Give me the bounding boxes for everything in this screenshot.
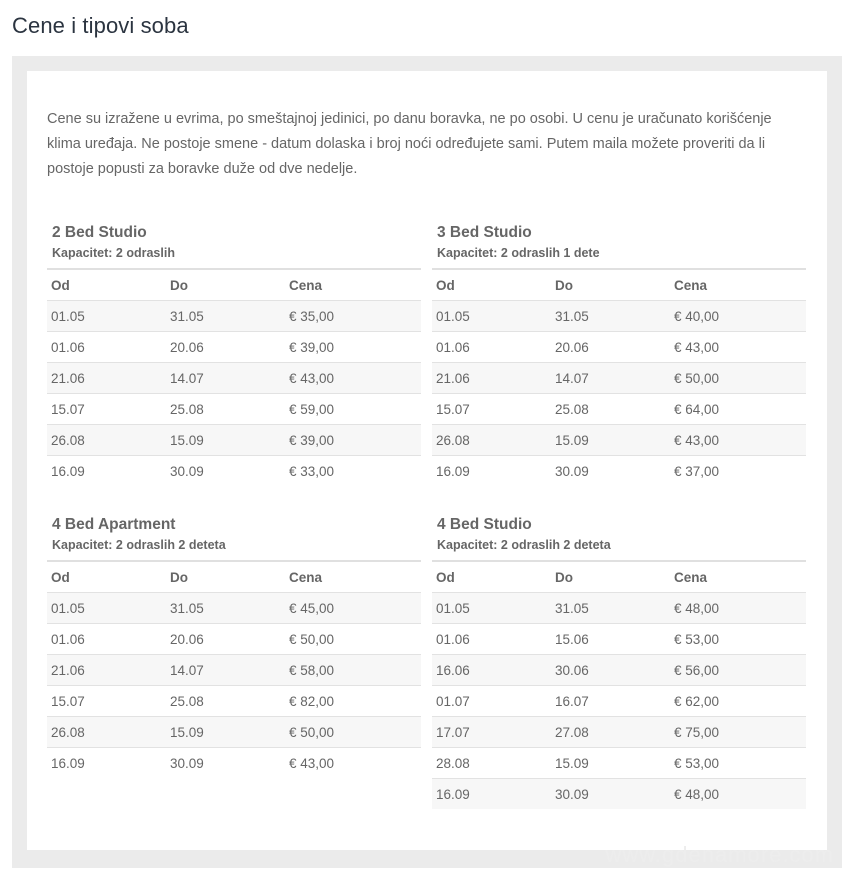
- room-capacity: Kapacitet: 2 odraslih: [52, 246, 175, 260]
- room-block: [432, 515, 806, 809]
- table-row: [47, 332, 421, 363]
- cell-to-date: 15.09: [551, 748, 670, 779]
- cell-price: € 37,00: [670, 456, 806, 487]
- cell-price: € 53,00: [670, 748, 806, 779]
- cell-from-date: 21.06: [432, 363, 551, 394]
- cell-from-date: 01.06: [47, 624, 166, 655]
- cell-price: € 35,00: [285, 301, 421, 332]
- cell-price: € 43,00: [670, 425, 806, 456]
- room-block: [47, 223, 421, 486]
- cell-from-date: 26.08: [47, 425, 166, 456]
- cell-from-date: 01.05: [432, 593, 551, 624]
- table-row: [47, 425, 421, 456]
- table-header-row: [47, 561, 421, 593]
- table-row: [432, 779, 806, 810]
- table-row: [47, 394, 421, 425]
- cell-price: € 48,00: [670, 779, 806, 810]
- cell-price: € 45,00: [285, 593, 421, 624]
- page-title: Cene i tipovi soba: [12, 13, 189, 38]
- cell-to-date: 31.05: [166, 593, 285, 624]
- cell-to-date: 20.06: [166, 624, 285, 655]
- column-header-to: Do: [551, 269, 670, 301]
- cell-price: € 43,00: [670, 332, 806, 363]
- room-block: [432, 223, 806, 486]
- cell-price: € 62,00: [670, 686, 806, 717]
- cell-to-date: 27.08: [551, 717, 670, 748]
- cell-price: € 43,00: [285, 748, 421, 779]
- cell-to-date: 31.05: [551, 593, 670, 624]
- cell-price: € 39,00: [285, 425, 421, 456]
- table-row: [432, 425, 806, 456]
- cell-to-date: 16.07: [551, 686, 670, 717]
- cell-from-date: 21.06: [47, 655, 166, 686]
- column-header-price: Cena: [670, 269, 806, 301]
- column-header-to: Do: [166, 561, 285, 593]
- cell-to-date: 25.08: [166, 686, 285, 717]
- cell-price: € 58,00: [285, 655, 421, 686]
- cell-from-date: 01.05: [47, 301, 166, 332]
- room-title: 4 Bed Apartment: [52, 516, 176, 533]
- table-row: [432, 717, 806, 748]
- cell-price: € 64,00: [670, 394, 806, 425]
- cell-to-date: 30.09: [551, 779, 670, 810]
- table-row: [432, 593, 806, 624]
- table-row: [47, 748, 421, 779]
- cell-from-date: 01.06: [432, 332, 551, 363]
- table-header-row: [47, 269, 421, 301]
- column-header-price: Cena: [285, 561, 421, 593]
- cell-from-date: 01.06: [47, 332, 166, 363]
- cell-to-date: 30.06: [551, 655, 670, 686]
- cell-price: € 50,00: [285, 624, 421, 655]
- cell-price: € 33,00: [285, 456, 421, 487]
- cell-price: € 82,00: [285, 686, 421, 717]
- room-capacity: Kapacitet: 2 odraslih 2 deteta: [437, 538, 611, 552]
- intro-text: Cene su izražene u evrima, po smeštajnoj jedinici, po danu boravka, ne po osobi. U cenu je uračunato korišćenje klima uređaja. Ne postoje smene - datum dolaska i broj noći određujete sami. Putem maila možete proveriti da li postoje popusti za boravke duže od dve nedelje.: [47, 111, 772, 177]
- table-row: [432, 456, 806, 487]
- cell-price: € 43,00: [285, 363, 421, 394]
- table-row: [432, 624, 806, 655]
- cell-to-date: 14.07: [166, 655, 285, 686]
- table-header-row: [432, 561, 806, 593]
- column-header-to: Do: [166, 269, 285, 301]
- room-block: [47, 515, 421, 778]
- cell-from-date: 17.07: [432, 717, 551, 748]
- cell-from-date: 15.07: [47, 394, 166, 425]
- cell-to-date: 15.09: [166, 425, 285, 456]
- cell-to-date: 15.09: [551, 425, 670, 456]
- cell-from-date: 01.07: [432, 686, 551, 717]
- table-row: [47, 655, 421, 686]
- cell-from-date: 16.09: [432, 456, 551, 487]
- cell-price: € 59,00: [285, 394, 421, 425]
- price-table: [432, 560, 806, 809]
- room-title: 2 Bed Studio: [52, 224, 147, 241]
- cell-price: € 50,00: [285, 717, 421, 748]
- cell-price: € 75,00: [670, 717, 806, 748]
- cell-from-date: 16.09: [47, 748, 166, 779]
- table-row: [47, 686, 421, 717]
- table-row: [432, 686, 806, 717]
- cell-from-date: 26.08: [432, 425, 551, 456]
- cell-to-date: 25.08: [166, 394, 285, 425]
- cell-to-date: 20.06: [551, 332, 670, 363]
- price-table: [47, 268, 421, 486]
- table-row: [432, 394, 806, 425]
- cell-from-date: 16.09: [432, 779, 551, 810]
- room-capacity: Kapacitet: 2 odraslih 2 deteta: [52, 538, 226, 552]
- cell-from-date: 28.08: [432, 748, 551, 779]
- table-row: [432, 301, 806, 332]
- column-header-from: Od: [47, 561, 166, 593]
- room-title: 3 Bed Studio: [437, 224, 532, 241]
- cell-to-date: 14.07: [551, 363, 670, 394]
- cell-from-date: 01.05: [47, 593, 166, 624]
- table-row: [47, 593, 421, 624]
- room-capacity: Kapacitet: 2 odraslih 1 dete: [437, 246, 600, 260]
- column-header-from: Od: [432, 269, 551, 301]
- table-row: [432, 363, 806, 394]
- cell-price: € 39,00: [285, 332, 421, 363]
- cell-price: € 50,00: [670, 363, 806, 394]
- table-row: [432, 748, 806, 779]
- cell-from-date: 16.06: [432, 655, 551, 686]
- cell-to-date: 30.09: [166, 748, 285, 779]
- cell-to-date: 31.05: [551, 301, 670, 332]
- price-table: [432, 268, 806, 486]
- column-header-from: Od: [47, 269, 166, 301]
- cell-from-date: 16.09: [47, 456, 166, 487]
- price-table: [47, 560, 421, 778]
- cell-to-date: 25.08: [551, 394, 670, 425]
- cell-from-date: 26.08: [47, 717, 166, 748]
- cell-to-date: 30.09: [551, 456, 670, 487]
- table-row: [47, 717, 421, 748]
- table-row: [432, 655, 806, 686]
- cell-price: € 48,00: [670, 593, 806, 624]
- column-header-price: Cena: [285, 269, 421, 301]
- table-row: [47, 456, 421, 487]
- table-row: [47, 363, 421, 394]
- cell-to-date: 15.09: [166, 717, 285, 748]
- cell-from-date: 01.06: [432, 624, 551, 655]
- cell-price: € 53,00: [670, 624, 806, 655]
- column-header-from: Od: [432, 561, 551, 593]
- column-header-to: Do: [551, 561, 670, 593]
- cell-from-date: 01.05: [432, 301, 551, 332]
- cell-to-date: 31.05: [166, 301, 285, 332]
- room-title: 4 Bed Studio: [437, 516, 532, 533]
- cell-to-date: 20.06: [166, 332, 285, 363]
- table-row: [432, 332, 806, 363]
- cell-from-date: 21.06: [47, 363, 166, 394]
- cell-price: € 56,00: [670, 655, 806, 686]
- cell-to-date: 14.07: [166, 363, 285, 394]
- column-header-price: Cena: [670, 561, 806, 593]
- table-row: [47, 624, 421, 655]
- watermark: www.gdenamore.com: [605, 842, 834, 867]
- table-row: [47, 301, 421, 332]
- cell-to-date: 15.06: [551, 624, 670, 655]
- cell-from-date: 15.07: [432, 394, 551, 425]
- cell-to-date: 30.09: [166, 456, 285, 487]
- table-header-row: [432, 269, 806, 301]
- cell-price: € 40,00: [670, 301, 806, 332]
- cell-from-date: 15.07: [47, 686, 166, 717]
